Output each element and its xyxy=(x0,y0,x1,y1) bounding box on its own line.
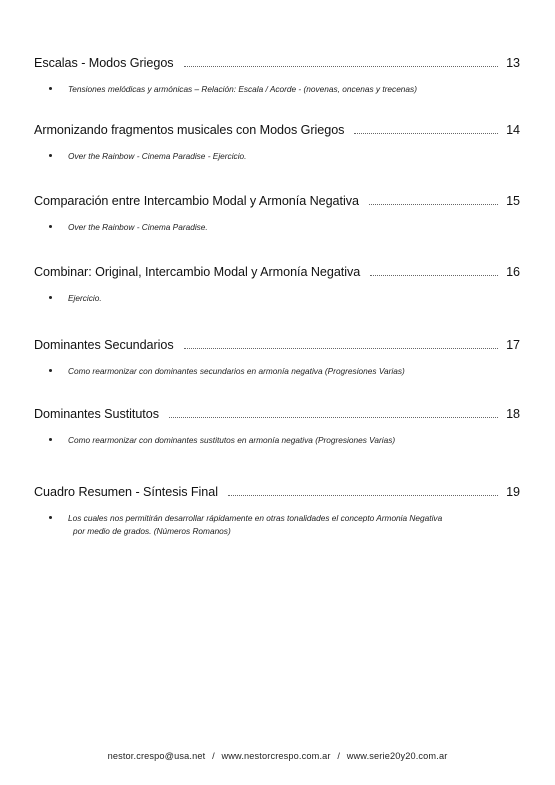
toc-page-number: 15 xyxy=(506,194,520,208)
toc-description-line-2: por medio de grados. (Números Romanos) xyxy=(73,525,231,536)
toc-heading[interactable] xyxy=(34,484,520,500)
bullet-icon xyxy=(49,87,52,90)
toc-page-number: 14 xyxy=(506,123,520,137)
toc-entry-armonizando xyxy=(34,122,520,163)
bullet-icon xyxy=(49,225,52,228)
toc-description: Ejercicio. xyxy=(68,293,102,303)
bullet-icon xyxy=(49,369,52,372)
toc-title: Dominantes Sustitutos xyxy=(34,407,159,421)
toc-description-item xyxy=(34,365,520,378)
footer-separator: / xyxy=(212,751,215,761)
toc-description-list xyxy=(34,365,520,378)
bullet-icon xyxy=(49,516,52,519)
page-footer xyxy=(0,751,555,761)
toc-heading[interactable] xyxy=(34,406,520,422)
toc-title: Combinar: Original, Intercambio Modal y Armonía Negativa xyxy=(34,265,361,279)
toc-dot-leader xyxy=(228,495,498,496)
toc-dot-leader xyxy=(370,275,498,276)
toc-description-item xyxy=(34,83,520,96)
toc-entry-escalas xyxy=(34,55,520,96)
toc-description-item xyxy=(34,150,520,163)
toc-description-line-1: Los cuales nos permitirán desarrollar rápidamente en otras tonalidades el concepto Armonia Negativa xyxy=(68,513,443,523)
toc-title: Dominantes Secundarios xyxy=(34,338,174,352)
toc-entry-comparacion xyxy=(34,193,520,234)
toc-entry-combinar xyxy=(34,264,520,305)
toc-title: Cuadro Resumen - Síntesis Final xyxy=(34,485,218,499)
toc-page-number: 17 xyxy=(506,338,520,352)
footer-series-link[interactable]: www.serie20y20.com.ar xyxy=(346,751,448,761)
toc-description-list xyxy=(34,434,520,447)
toc-description: Como rearmonizar con dominantes sustitutos en armonía negativa (Progresiones Varias) xyxy=(68,435,396,445)
toc-dot-leader xyxy=(369,204,498,205)
toc-description-item xyxy=(34,292,520,305)
toc-heading[interactable] xyxy=(34,264,520,280)
bullet-icon xyxy=(49,438,52,441)
toc-dot-leader xyxy=(184,348,498,349)
toc-description-list xyxy=(34,150,520,163)
toc-description-item xyxy=(34,434,520,447)
toc-page-number: 16 xyxy=(506,265,520,279)
toc-description-list xyxy=(34,512,520,537)
toc-description: Over the Rainbow - Cinema Paradise. xyxy=(68,222,208,232)
toc-description-item xyxy=(34,512,520,537)
toc-page-number: 18 xyxy=(506,407,520,421)
toc-page-number: 19 xyxy=(506,485,520,499)
footer-separator: / xyxy=(337,751,341,761)
toc-description: Over the Rainbow - Cinema Paradise - Ejercicio. xyxy=(68,151,247,161)
footer-email-link[interactable]: nestor.crespo@usa.net xyxy=(107,751,206,761)
toc-description: Tensiones melódicas y armónicas – Relación: Escala / Acorde - (novenas, oncenas y trecenas) xyxy=(68,84,417,94)
toc-heading[interactable] xyxy=(34,337,520,353)
toc-description: Como rearmonizar con dominantes secundarios en armonía negativa (Progresiones Varias) xyxy=(68,366,405,376)
toc-dot-leader xyxy=(169,417,498,418)
toc-description-list xyxy=(34,221,520,234)
toc-page-number: 13 xyxy=(506,56,520,70)
toc-entry-dominantes-secundarios xyxy=(34,337,520,378)
toc-entry-dominantes-sustitutos xyxy=(34,406,520,447)
toc-description-list xyxy=(34,292,520,305)
toc-description-list xyxy=(34,83,520,96)
toc-heading[interactable] xyxy=(34,193,520,209)
toc-title: Escalas - Modos Griegos xyxy=(34,56,174,70)
toc-heading[interactable] xyxy=(34,122,520,138)
bullet-icon xyxy=(49,154,52,157)
toc-entry-cuadro-resumen xyxy=(34,484,520,537)
toc-description-item xyxy=(34,221,520,234)
toc-heading[interactable] xyxy=(34,55,520,71)
toc-title: Comparación entre Intercambio Modal y Armonía Negativa xyxy=(34,194,359,208)
toc-title: Armonizando fragmentos musicales con Modos Griegos xyxy=(34,123,345,137)
footer-website-link[interactable]: www.nestorcrespo.com.ar xyxy=(221,751,331,761)
bullet-icon xyxy=(49,296,52,299)
toc-dot-leader xyxy=(354,133,498,134)
toc-dot-leader xyxy=(184,66,498,67)
